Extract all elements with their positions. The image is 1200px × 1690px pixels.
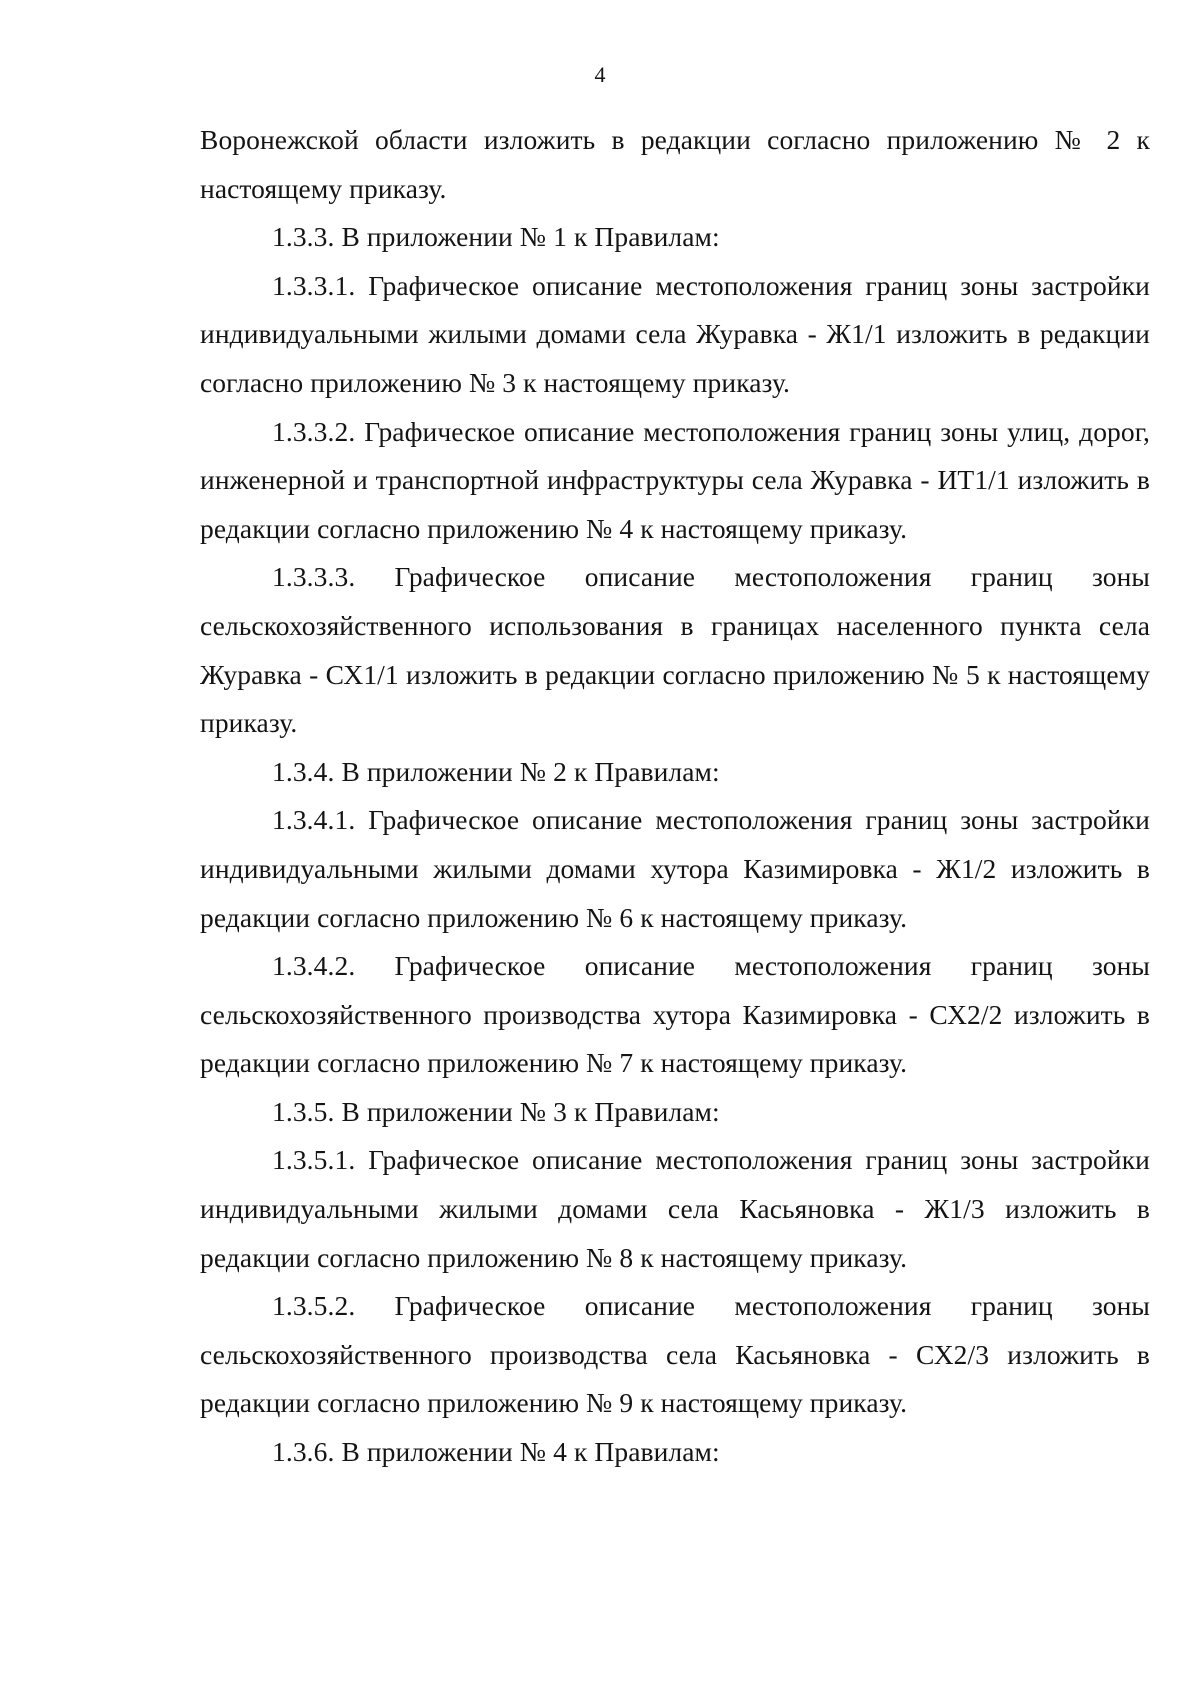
page-number: 4 [594,62,606,87]
paragraph-1-3-5-1: 1.3.5.1. Графическое описание местоположения границ зоны застройки индивидуальными жилыми домами села Касьяновка - Ж1/3 изложить в редакции согласно приложению № 8 к настоящему приказу. [200,1144,1150,1273]
paragraph-continuation: Воронежской области изложить в редакции согласно приложению № 2 к настоящему приказу. [200,124,1150,204]
paragraph-1-3-3: 1.3.3. В приложении № 1 к Правилам: [272,221,720,253]
paragraph-1-3-4-1: 1.3.4.1. Графическое описание местоположения границ зоны застройки индивидуальными жилыми домами хутора Казимировка - Ж1/2 изложить в редакции согласно приложению № 6 к настоящему приказу. [200,804,1150,933]
paragraph-1-3-5: 1.3.5. В приложении № 3 к Правилам: [272,1095,720,1127]
paragraph-1-3-3-1: 1.3.3.1. Графическое описание местоположения границ зоны застройки индивидуальными жилыми домами села Журавка - Ж1/1 изложить в редакции согласно приложению № 3 к настоящему приказу. [200,269,1150,398]
paragraph-1-3-3-2: 1.3.3.2. Графическое описание местоположения границ зоны улиц, дорог, инженерной и транспортной инфраструктуры села Журавка - ИТ1/1 изложить в редакции согласно приложению № 4 к настоящему приказу. [200,415,1150,544]
paragraph-1-3-4: 1.3.4. В приложении № 2 к Правилам: [272,755,720,787]
paragraph-1-3-3-3: 1.3.3.3. Графическое описание местоположения границ зоны сельскохозяйственного использования в границах населенного пункта села Журавка - СХ1/1 изложить в редакции согласно приложению № 5 к настоящему приказу. [200,561,1150,739]
document-body [200,116,1150,1477]
paragraph-1-3-5-2: 1.3.5.2. Графическое описание местоположения границ зоны сельскохозяйственного производства села Касьяновка - СХ2/3 изложить в редакции согласно приложению № 9 к настоящему приказу. [200,1290,1150,1419]
paragraph-1-3-4-2: 1.3.4.2. Графическое описание местоположения границ зоны сельскохозяйственного производства хутора Казимировка - СХ2/2 изложить в редакции согласно приложению № 7 к настоящему приказу. [200,950,1150,1079]
paragraph-1-3-6: 1.3.6. В приложении № 4 к Правилам: [272,1436,720,1468]
